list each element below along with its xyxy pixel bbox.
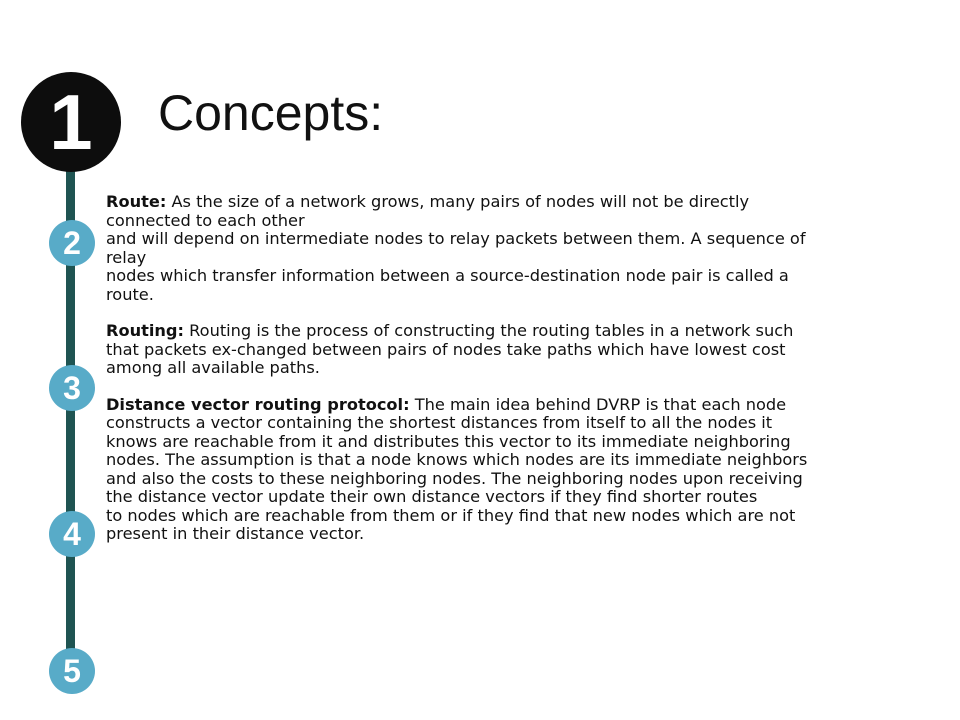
dvrp-line: constructs a vector containing the shortest distances from itself to all the nodes it (106, 413, 773, 432)
route-paragraph (106, 193, 936, 304)
step-2-badge[interactable]: 2 (49, 220, 95, 266)
route-line: and will depend on intermediate nodes to relay packets between them. A sequence of (106, 229, 806, 248)
step-4-badge[interactable]: 4 (49, 511, 95, 557)
route-line: relay (106, 247, 147, 267)
route-term: Route: (106, 192, 167, 211)
route-line: nodes which transfer information between a source-destination node pair is called a (106, 266, 789, 285)
step-5-badge[interactable]: 5 (49, 648, 95, 694)
routing-term: Routing: (106, 321, 184, 340)
step-1-badge: 1 (21, 72, 121, 172)
dvrp-line: nodes. The assumption is that a node knows which nodes are its immediate neighbors (106, 450, 808, 469)
dvrp-line: the distance vector update their own distance vectors if they find shorter routes (106, 487, 758, 506)
slide-title: Concepts: (158, 85, 384, 141)
routing-line: that packets ex-changed between pairs of nodes take paths which have lowest cost (106, 339, 786, 359)
dvrp-line: and also the costs to these neighboring nodes. The neighboring nodes upon receiving (106, 468, 803, 488)
dvrp-paragraph (106, 396, 936, 544)
route-line-1 (106, 193, 936, 212)
routing-line-1 (106, 322, 936, 341)
dvrp-text: The main idea behind DVRP is that each node (414, 394, 787, 414)
dvrp-line: knows are reachable from it and distributes this vector to its immediate neighboring (106, 431, 791, 451)
route-line: route. (106, 284, 154, 304)
content-body (106, 193, 936, 562)
dvrp-line: to nodes which are reachable from them or if they find that new nodes which are not (106, 505, 796, 525)
dvrp-term: Distance vector routing protocol: (106, 394, 410, 414)
route-line: connected to each other (106, 210, 305, 230)
dvrp-line: present in their distance vector. (106, 524, 365, 543)
routing-line: among all available paths. (106, 358, 320, 377)
routing-paragraph (106, 322, 936, 378)
routing-text: Routing is the process of constructing the routing tables in a network such (189, 321, 794, 340)
step-3-badge[interactable]: 3 (49, 365, 95, 411)
route-text: As the size of a network grows, many pairs of nodes will not be directly (171, 192, 750, 211)
dvrp-line-1 (106, 396, 936, 415)
